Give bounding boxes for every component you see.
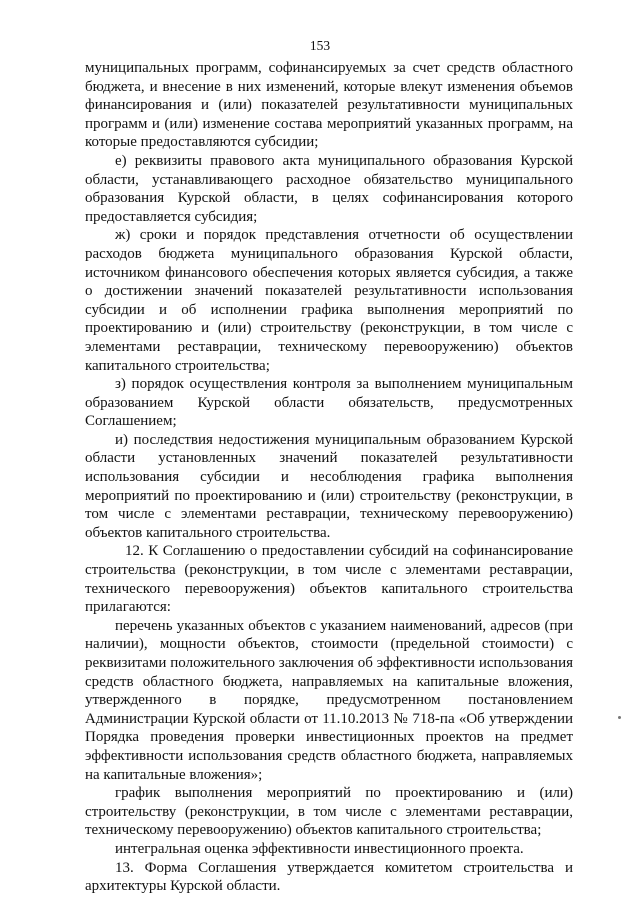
margin-dot bbox=[618, 716, 621, 719]
paragraph-item-z: з) порядок осуществления контроля за выполнением муниципальным образованием Курской области обязательств, предусмотренных Соглашением; bbox=[85, 376, 573, 430]
paragraph-attachment-assessment: интегральная оценка эффективности инвестиционного проекта. bbox=[115, 840, 524, 857]
page-number: 153 bbox=[309, 38, 331, 53]
paragraph-attachment-list: перечень указанных объектов с указанием наименований, адресов (при наличии), мощности объектов, стоимости (предельной стоимости) с реквизитами положительного заключения об эффективности использования средств областного бюджета, направляемых на капитальные вложения, утвержденного в порядке, предусмотренном постановлением Администрации Курской области от 11.10.2013 № 718-па «Об утверждении Порядка проведения проверки инвестиционных проектов на предмет эффективности использования средств областного бюджета, направляемых на капитальные вложения»; bbox=[85, 617, 573, 783]
paragraph-attachment-schedule: график выполнения мероприятий по проектированию и (или) строительству (реконструкции, в том числе с элементами реставрации, техническому перевооружению) объектов капитального строительства; bbox=[85, 785, 573, 839]
paragraph-item-zh: ж) сроки и порядок представления отчетности об осуществлении расходов бюджета муниципального образования Курской области, источником финансового обеспечения которых является субсидия, а также о достижении значений показателей результативности использования субсидии и об исполнении графика выполнения мероприятий по проектированию и (или) строительству (реконструкции, в том числе с элементами реставрации, техническому перевооружению) объектов капитального строительства; bbox=[85, 227, 573, 374]
paragraph-section-13: 13. Форма Соглашения утверждается комитетом строительства и архитектуры Курской области. bbox=[85, 859, 573, 895]
paragraph-section-12: 12. К Соглашению о предоставлении субсидий на софинансирование строительства (реконструкции, в том числе с элементами реставрации, технического перевооружения) объектов капитального строительства прилагаются: bbox=[85, 543, 573, 616]
paragraph-continuation: муниципальных программ, софинансируемых за счет средств областного бюджета, и внесение в них изменений, которые влекут изменения объемов финансирования и (или) показателей результативности муниципальных программ и (или) изменение состава мероприятий указанных программ, на которые предоставляются субсидии; bbox=[85, 60, 573, 151]
paragraph-item-i: и) последствия недостижения муниципальным образованием Курской области установленных значений показателей результативности использования субсидии и несоблюдения графика выполнения мероприятий по проектированию и (или) строительству (реконструкции, в том числе с элементами реставрации, техническому перевооружению) объектов капитального строительства. bbox=[85, 431, 573, 541]
paragraph-item-e: е) реквизиты правового акта муниципального образования Курской области, устанавливающего расходное обязательство муниципального образования Курской области, в целях софинансирования которого предоставляется субсидия; bbox=[85, 152, 573, 225]
document-body bbox=[85, 59, 573, 896]
